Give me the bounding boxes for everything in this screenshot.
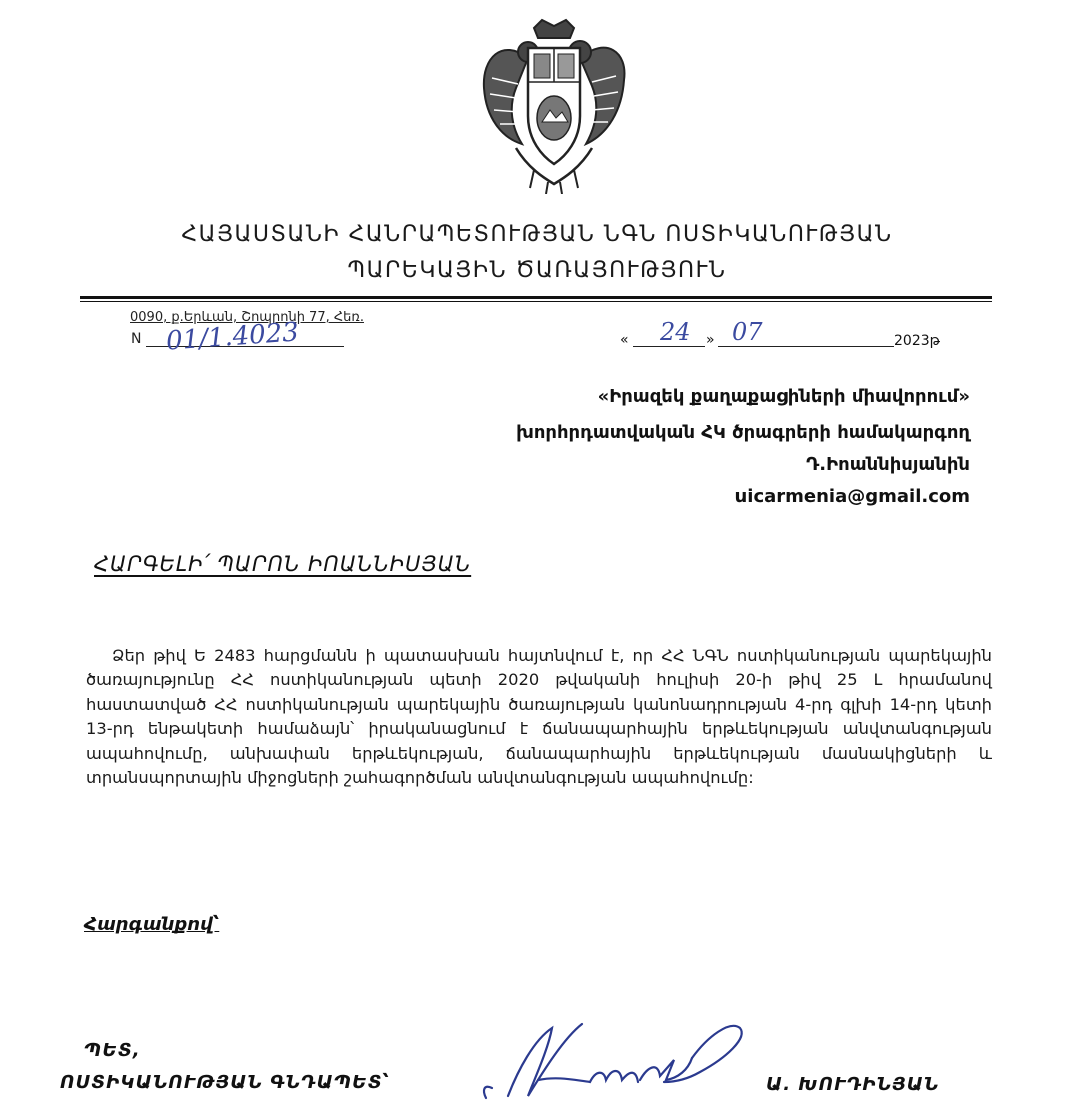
recipient-organization: «Իրազեկ քաղաքացիների միավորում» [597,386,970,407]
number-label: N [131,331,142,347]
signer-name: Ա. ԽՈՒԴԻՆՅԱՆ [766,1074,940,1095]
date-quote-open: « [620,332,629,348]
handwritten-signature [478,1010,758,1106]
salutation: ՀԱՐԳԵԼԻ՛ ՊԱՐՈՆ ԻՈԱՆՆԻՍՅԱՆ [94,552,472,576]
header-divider-thin [80,301,992,302]
date-quote-close: » [706,332,715,348]
agency-name-line2: ՊԱՐԵԿԱՅԻՆ ԾԱՌԱՅՈՒԹՅՈՒՆ [347,258,727,283]
agency-address: 0090, ք.Երևան, Շոպրոնի 77, Հեռ. [130,310,364,325]
letter-body [86,644,992,790]
closing-phrase: Հարգանքով՝ [84,914,220,935]
recipient-name: Դ.Իոաննիսյանին [806,454,970,475]
date-day: 24 [660,318,691,346]
date-year: 2023թ [894,333,940,349]
recipient-email: uicarmenia@gmail.com [734,486,970,507]
recipient-position: խորհրդատվական ՀԿ ծրագրերի համակարգող [516,422,970,443]
coat-of-arms-icon [472,18,636,194]
date-month: 07 [732,318,763,346]
header-divider-thick [80,296,992,299]
signer-title-line1: ՊԵՏ, [84,1040,141,1061]
agency-name-line1: ՀԱՅԱՍՏԱՆԻ ՀԱՆՐԱՊԵՏՈՒԹՅԱՆ ՆԳՆ ՈՍՏԻԿԱՆՈՒԹՅԱՆ [181,222,893,247]
date-month-underline [718,346,894,347]
body-paragraph: Ձեր թիվ Ե 2483 հարցմանն ի պատասխան հայտնվում է, որ ՀՀ ՆԳՆ ոստիկանության պարեկային ծառայությունը ՀՀ ոստիկանության պետի 2020 թվականի հուլիսի 20-ի թիվ 25 Լ հրամանով հաստատված ՀՀ ոստիկանության պարեկային ծառայության կանոնադրության 4-րդ գլխի 14-րդ կետի 13-րդ ենթակետի համաձայն՝ իրականացնում է ճանապարհային երթևեկության անվտանգության ապահովումը, անխափան երթևեկության, ճանապարհային երթևեկության մասնակիցների և տրանսպորտային միջոցների շահագործման անվտանգության ապահովումը: [86,646,992,788]
outgoing-number: 01/1.4023 [165,317,300,357]
date-day-underline [633,346,705,347]
signer-title-line2: ՈՍՏԻԿԱՆՈՒԹՅԱՆ ԳՆԴԱՊԵՏ՝ [60,1072,390,1093]
